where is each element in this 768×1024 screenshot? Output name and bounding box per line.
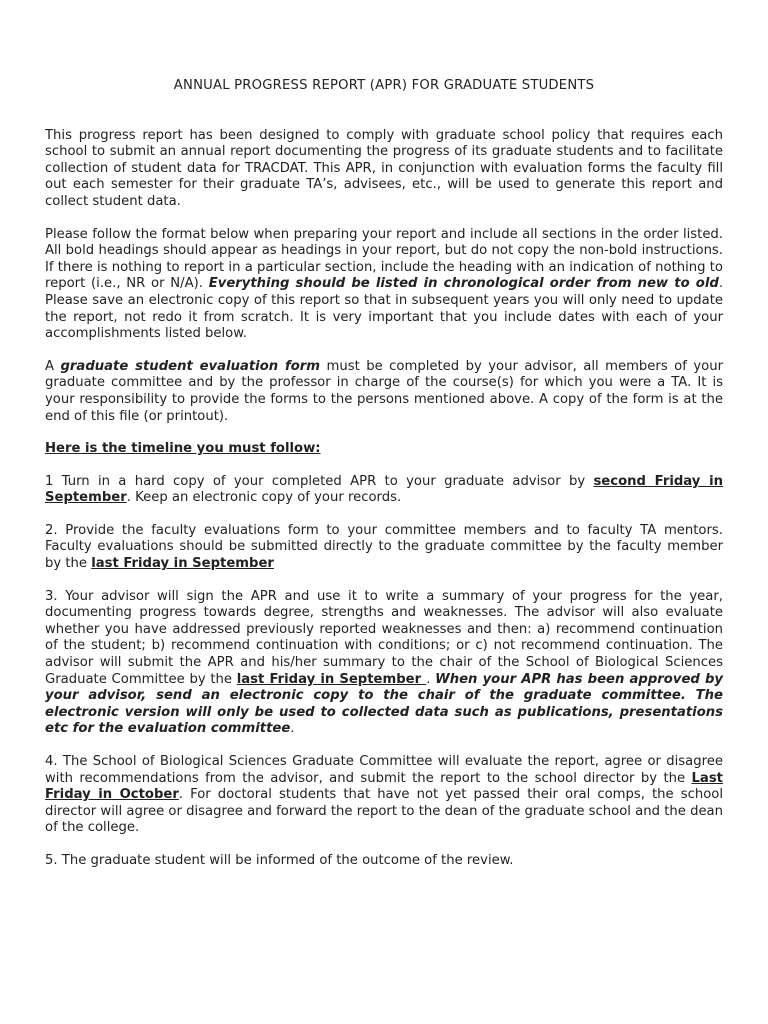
step-4-deadline: Last Friday in October: [45, 770, 723, 803]
step-3-deadline: last Friday in September: [236, 671, 427, 687]
evaluation-text: must be completed by your advisor, all members of your graduate committee and by the professor in charge of the course(s) for which you were a TA. It is your responsibility to provide the forms to the persons mentioned above. A copy of the form is at the end of this file (or printout).: [45, 358, 723, 424]
step-2-deadline: last Friday in September: [91, 556, 274, 572]
evaluation-paragraph: [45, 359, 723, 425]
step-4-text: 4. The School of Biological Sciences Graduate Committee will evaluate the report, agree or disagree with recommendations from the advisor, and submit the report to the school director by the: [45, 754, 723, 786]
timeline-heading: Here is the timeline you must follow:: [45, 441, 321, 457]
step-1-text: 1 Turn in a hard copy of your completed APR to your graduate advisor by: [45, 473, 594, 489]
timeline-step-1: [45, 474, 723, 507]
chronological-emphasis: Everything should be listed in chronological order from new to old: [208, 276, 719, 292]
intro-paragraph: This progress report has been designed to comply with graduate school policy that requires each school to submit an annual report documenting the progress of its graduate students and to facilitate collection of student data for TRACDAT. This APR, in conjunction with evaluation forms the faculty fill out each semester for their graduate TA’s, advisees, etc., will be used to generate this report and collect student data.: [45, 127, 723, 209]
step-3-text: 3. Your advisor will sign the APR and use it to write a summary of your progress for the year, documenting progress towards degree, strengths and weaknesses. The advisor will also evaluate whether you have addressed previously reported weaknesses and then: a) recommend continuation of the student; b) recommend continuation with conditions; or c) not recommend continuation. The advisor will submit the APR and his/her summary to the chair of the School of Biological Sciences Graduate Committee by the: [45, 588, 723, 687]
document-page: [45, 78, 723, 886]
evaluation-form-emphasis: graduate student evaluation form: [60, 358, 321, 374]
step-3-mid: .: [426, 671, 436, 687]
timeline-step-5: 5. The graduate student will be informed of the outcome of the review.: [45, 852, 514, 868]
step-3-emphasis: When your APR has been approved by your advisor, send an electronic copy to the chair of the graduate committee. The electronic version will only be used to collected data such as publications, presentations etc for the evaluation committee: [45, 671, 723, 737]
timeline-step-2: [45, 523, 723, 573]
format-paragraph: [45, 227, 723, 343]
format-text-2: . Please save an electronic copy of this report so that in subsequent years you will only need to update the report, not redo it from scratch. It is very important that you include dates with each of your accomplishments listed below.: [45, 276, 724, 342]
timeline-step-4: [45, 754, 723, 837]
step-1-deadline: second Friday in September: [45, 473, 724, 506]
step-3-rest: .: [290, 721, 295, 737]
timeline-step-3: [45, 589, 723, 738]
page-title: ANNUAL PROGRESS REPORT (APR) FOR GRADUATE STUDENTS: [173, 78, 595, 93]
format-text-1: Please follow the format below when preparing your report and include all sections in the order listed. All bold headings should appear as headings in your report, but do not copy the non-bold instructions. If there is nothing to report in a particular section, include the heading with an indication of nothing to report (i.e., NR or N/A).: [45, 226, 723, 292]
step-4-rest: . For doctoral students that have not yet passed their oral comps, the school director will agree or disagree and forward the report to the dean of the graduate school and the dean of the college.: [45, 787, 723, 836]
evaluation-prefix: A: [45, 358, 61, 374]
step-2-text: 2. Provide the faculty evaluations form to your committee members and to faculty TA mentors. Faculty evaluations should be submitted directly to the graduate committee by the faculty member by the: [45, 522, 723, 572]
step-1-rest: . Keep an electronic copy of your records.: [126, 490, 402, 506]
